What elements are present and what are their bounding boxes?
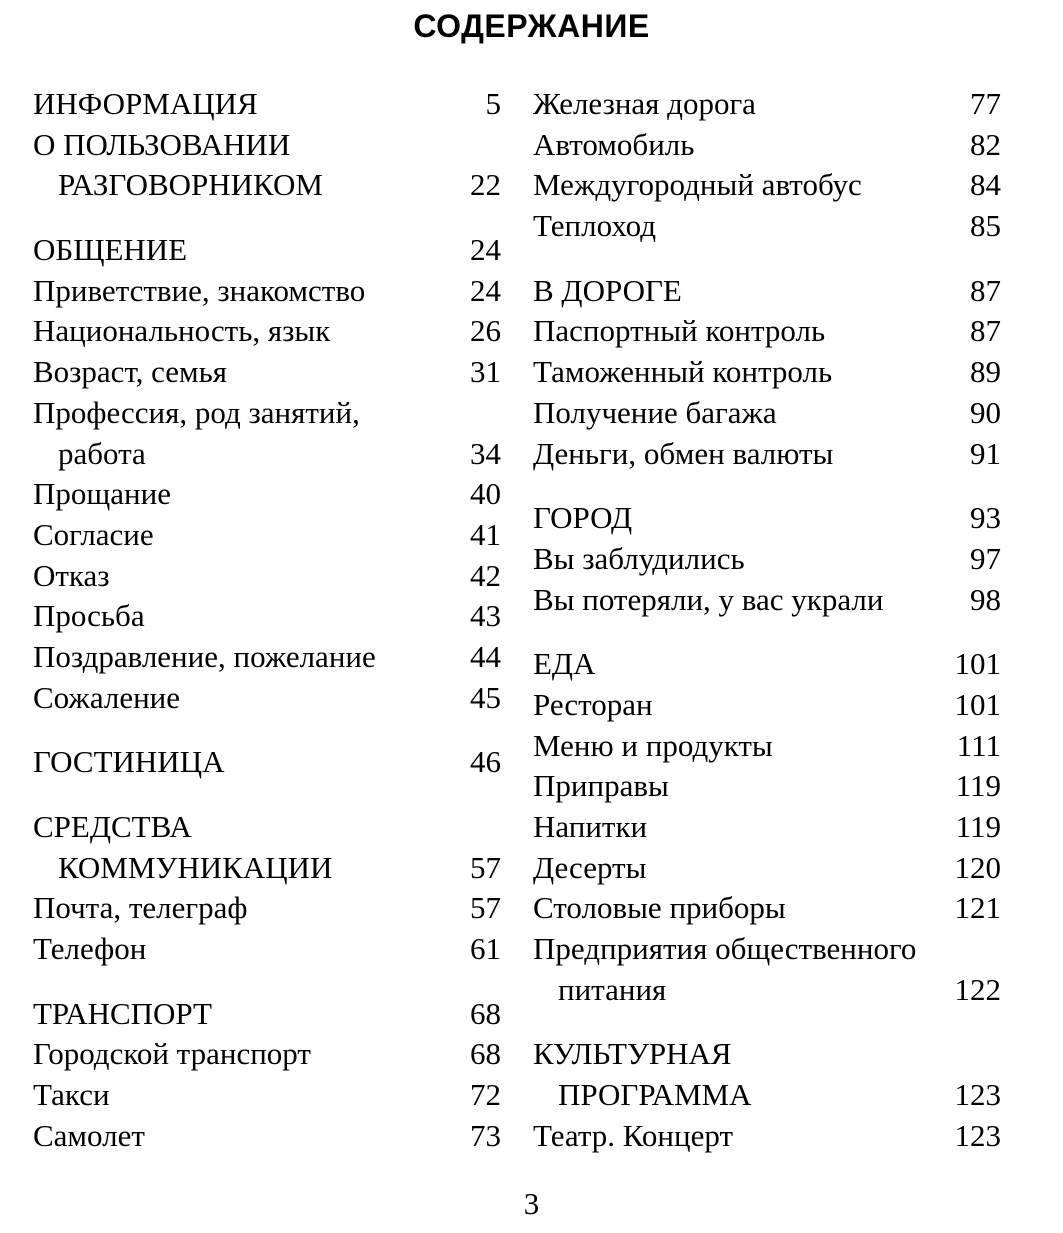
- toc-page: 119: [955, 768, 1001, 804]
- toc-label: Приправы: [533, 768, 669, 804]
- toc-label: Отказ: [33, 557, 110, 593]
- dot-leader: [110, 1104, 468, 1105]
- toc-label: Вы потеряли, у вас украли: [533, 581, 884, 617]
- toc-label: Самолет: [33, 1117, 145, 1153]
- toc-page: 101: [954, 686, 1001, 722]
- toc-page: 87: [970, 313, 1001, 349]
- dot-leader: [733, 1145, 953, 1146]
- toc-entry-pochta[interactable]: [33, 888, 501, 929]
- dot-leader: [171, 503, 468, 504]
- dot-leader: [833, 463, 968, 464]
- toc-label: работа: [58, 435, 146, 471]
- dot-leader: [258, 113, 484, 114]
- toc-entry-proshchanie[interactable]: [33, 474, 501, 515]
- dot-leader: [883, 609, 968, 610]
- toc-entry-obshchenie[interactable]: [33, 230, 501, 271]
- toc-entry-teatr[interactable]: [533, 1116, 1001, 1157]
- toc-entry-pozdravlenie[interactable]: [33, 637, 501, 678]
- dot-leader: [311, 1063, 468, 1064]
- dot-leader: [756, 113, 968, 114]
- toc-page: 123: [954, 1077, 1001, 1113]
- dot-leader: [212, 1023, 468, 1024]
- toc-entry-tamozhnya[interactable]: [533, 352, 1001, 393]
- toc-label: питания: [558, 971, 667, 1007]
- toc-label: Напитки: [533, 809, 648, 844]
- toc-entry-otkaz[interactable]: [33, 556, 501, 597]
- toc-page: 24: [470, 232, 501, 268]
- toc-label: Телефон: [33, 931, 147, 967]
- toc-page: 120: [954, 849, 1001, 885]
- toc-label: Прощание: [33, 476, 171, 512]
- dot-leader: [247, 917, 468, 918]
- toc-entry-sredstva[interactable]: [33, 848, 501, 889]
- toc-page: 44: [470, 638, 501, 674]
- toc-entry-transport[interactable]: [33, 994, 501, 1035]
- toc-entry-dengi[interactable]: [533, 434, 1001, 475]
- dot-leader: [146, 958, 468, 959]
- toc-right-column: [533, 84, 1001, 1157]
- toc-page: 73: [470, 1117, 501, 1153]
- toc-page: 34: [470, 435, 501, 471]
- dot-leader: [323, 194, 468, 195]
- dot-leader: [653, 714, 953, 715]
- toc-entry-bagazh[interactable]: [533, 393, 1001, 434]
- toc-label: Теплоход: [533, 208, 657, 244]
- toc-page: 97: [970, 540, 1001, 576]
- dot-leader: [595, 673, 952, 674]
- toc-page: 57: [470, 849, 501, 885]
- toc-label: ТРАНСПОРТ: [33, 995, 212, 1031]
- dot-leader: [682, 300, 968, 301]
- toc-label: Национальность, язык: [33, 313, 331, 349]
- dot-leader: [376, 666, 468, 667]
- toc-page: 45: [470, 679, 501, 715]
- toc-label-line1: СРЕДСТВА: [33, 809, 192, 844]
- toc-label: ПРОГРАММА: [558, 1077, 752, 1113]
- toc-label: Возраст, семья: [33, 354, 228, 390]
- toc-page: 123: [954, 1117, 1001, 1153]
- dot-leader: [666, 999, 952, 1000]
- toc-entry-professiya[interactable]: [33, 434, 501, 475]
- toc-entry-sozhalenie[interactable]: [33, 678, 501, 719]
- toc-left-column: [33, 84, 501, 1157]
- toc-label: Столовые приборы: [533, 890, 786, 926]
- toc-label: Меню и продукты: [533, 727, 773, 763]
- toc-entry-vozrast[interactable]: [33, 352, 501, 393]
- toc-page: 111: [956, 727, 1001, 763]
- toc-page: 82: [970, 126, 1001, 162]
- dot-leader: [694, 154, 968, 155]
- toc-page: 24: [470, 272, 501, 308]
- toc-label: Автомобиль: [533, 126, 695, 162]
- toc-page: 121: [954, 890, 1001, 926]
- toc-page: 90: [970, 394, 1001, 430]
- toc-page: 43: [470, 598, 501, 634]
- toc-page: 89: [970, 354, 1001, 390]
- toc-label: Согласие: [33, 516, 154, 552]
- toc-page: 77: [970, 86, 1001, 121]
- dot-leader: [365, 300, 468, 301]
- toc-entry-v-doroge[interactable]: [533, 271, 1001, 312]
- toc-entry-deserty[interactable]: [533, 848, 1001, 889]
- dot-leader: [180, 707, 468, 708]
- toc-label: Такси: [33, 1077, 110, 1113]
- dot-leader: [752, 1104, 953, 1105]
- toc-label: ОБЩЕНИЕ: [33, 232, 188, 268]
- dot-leader: [145, 625, 468, 626]
- toc-entry-pribory[interactable]: [533, 888, 1001, 929]
- dot-leader: [825, 340, 968, 341]
- toc-page: 119: [955, 809, 1001, 844]
- toc-label: Деньги, обмен валюты: [533, 435, 834, 471]
- toc-entry-zhd[interactable]: [533, 84, 1001, 125]
- toc-entry-informatsiya[interactable]: [33, 84, 501, 125]
- toc-page: 68: [470, 995, 501, 1031]
- toc-entry-teplokhod[interactable]: [533, 206, 1001, 247]
- toc-entry-avtomobil[interactable]: [533, 125, 1001, 166]
- toc-entry-menyu[interactable]: [533, 726, 1001, 767]
- toc-entry-eda[interactable]: [533, 644, 1001, 685]
- toc-entry-telefon[interactable]: [33, 929, 501, 970]
- toc-label: Десерты: [533, 849, 647, 885]
- dot-leader: [227, 381, 468, 382]
- toc-page: 87: [970, 272, 1001, 308]
- toc-label-line1: О ПОЛЬЗОВАНИИ: [33, 126, 291, 162]
- toc-page: 72: [470, 1077, 501, 1113]
- dot-leader: [332, 877, 468, 878]
- dot-leader: [632, 527, 968, 528]
- toc-page: 93: [970, 500, 1001, 536]
- toc-page: 85: [970, 208, 1001, 244]
- toc-label: Железная дорога: [533, 86, 756, 121]
- page-number: 3: [523, 1186, 540, 1221]
- toc-entry-zabludilis[interactable]: [533, 539, 1001, 580]
- toc-page: 68: [470, 1036, 501, 1072]
- toc-entry-gorod[interactable]: [533, 498, 1001, 539]
- toc-entry-restoran[interactable]: [533, 685, 1001, 726]
- dot-leader: [110, 585, 468, 586]
- toc-label: Таможенный контроль: [533, 354, 833, 390]
- toc-label: Просьба: [33, 598, 145, 634]
- toc-label-line1: КУЛЬТУРНАЯ: [533, 1036, 732, 1072]
- toc-entry-prosba[interactable]: [33, 596, 501, 637]
- toc-label: КОММУНИКАЦИИ: [58, 849, 333, 885]
- toc-label: ЕДА: [533, 646, 596, 682]
- toc-page: 122: [954, 971, 1001, 1007]
- toc-label: В ДОРОГЕ: [533, 272, 682, 308]
- toc-label: Поздравление, пожелание: [33, 638, 376, 674]
- toc-page: 61: [470, 931, 501, 967]
- toc-page: 84: [970, 167, 1001, 203]
- toc-entry-kultura[interactable]: [533, 1075, 1001, 1116]
- toc-entry-avtobus[interactable]: [533, 165, 1001, 206]
- dot-leader: [145, 1145, 468, 1146]
- toc-entry-napitki[interactable]: [533, 807, 1001, 848]
- toc-label: Почта, телеграф: [33, 890, 248, 926]
- toc-label: ГОРОД: [533, 500, 633, 536]
- toc-page: 91: [970, 435, 1001, 471]
- dot-leader: [773, 755, 955, 756]
- toc-label: ИНФОРМАЦИЯ: [33, 86, 258, 121]
- toc-label: Городской транспорт: [33, 1036, 311, 1072]
- toc-page: 41: [470, 516, 501, 552]
- toc-entry-gostinitsa[interactable]: [33, 742, 501, 783]
- dot-leader: [330, 340, 468, 341]
- dot-leader: [224, 771, 468, 772]
- toc-entry-soglasie[interactable]: [33, 515, 501, 556]
- toc-entry-samolet[interactable]: [33, 1116, 501, 1157]
- toc-entry-privetstvie[interactable]: [33, 271, 501, 312]
- dot-leader: [646, 877, 952, 878]
- dot-leader: [777, 422, 968, 423]
- toc-page: 5: [485, 86, 501, 121]
- toc-page: 98: [970, 581, 1001, 617]
- toc-entry-predpriyatiya[interactable]: [533, 970, 1001, 1011]
- toc-page: 40: [470, 476, 501, 512]
- toc-entry-pasport[interactable]: [533, 311, 1001, 352]
- toc-label: Получение багажа: [533, 394, 777, 430]
- toc-page: 31: [470, 354, 501, 390]
- toc-page: 101: [954, 646, 1001, 682]
- toc-entry-taksi[interactable]: [33, 1075, 501, 1116]
- dot-leader: [669, 795, 954, 796]
- dot-leader: [187, 259, 468, 260]
- toc-label: Вы заблудились: [533, 540, 745, 576]
- toc-label: Театр. Концерт: [533, 1117, 733, 1153]
- toc-label: Сожаление: [33, 679, 181, 715]
- toc-label: Междугородный автобус: [533, 167, 862, 203]
- toc-page: 42: [470, 557, 501, 593]
- dot-leader: [154, 544, 468, 545]
- dot-leader: [862, 194, 968, 195]
- toc-entry-natsionalnost[interactable]: [33, 311, 501, 352]
- toc-entry-pripravy[interactable]: [533, 766, 1001, 807]
- toc-entry-gorodskoy[interactable]: [33, 1034, 501, 1075]
- page-title: СОДЕРЖАНИЕ: [413, 8, 650, 44]
- dot-leader: [647, 836, 954, 837]
- toc-label-line1: Профессия, род занятий,: [33, 394, 360, 430]
- toc-label-line1: Предприятия общественного: [533, 931, 917, 967]
- toc-label: Приветствие, знакомство: [33, 272, 366, 308]
- toc-page: 26: [470, 313, 501, 349]
- dot-leader: [745, 568, 968, 569]
- toc-page: 57: [470, 890, 501, 926]
- dot-leader: [146, 463, 468, 464]
- toc-page: 22: [470, 167, 501, 203]
- dot-leader: [786, 917, 953, 918]
- dot-leader: [656, 235, 968, 236]
- toc-label: ГОСТИНИЦА: [33, 744, 225, 780]
- toc-label: Паспортный контроль: [533, 313, 826, 349]
- toc-page: 46: [470, 744, 501, 780]
- toc-entry-poteryali[interactable]: [533, 580, 1001, 621]
- toc-label: Ресторан: [533, 686, 653, 722]
- dot-leader: [832, 381, 968, 382]
- toc-label: РАЗГОВОРНИКОМ: [58, 167, 323, 203]
- toc-entry-o-polzovanii[interactable]: [33, 165, 501, 206]
